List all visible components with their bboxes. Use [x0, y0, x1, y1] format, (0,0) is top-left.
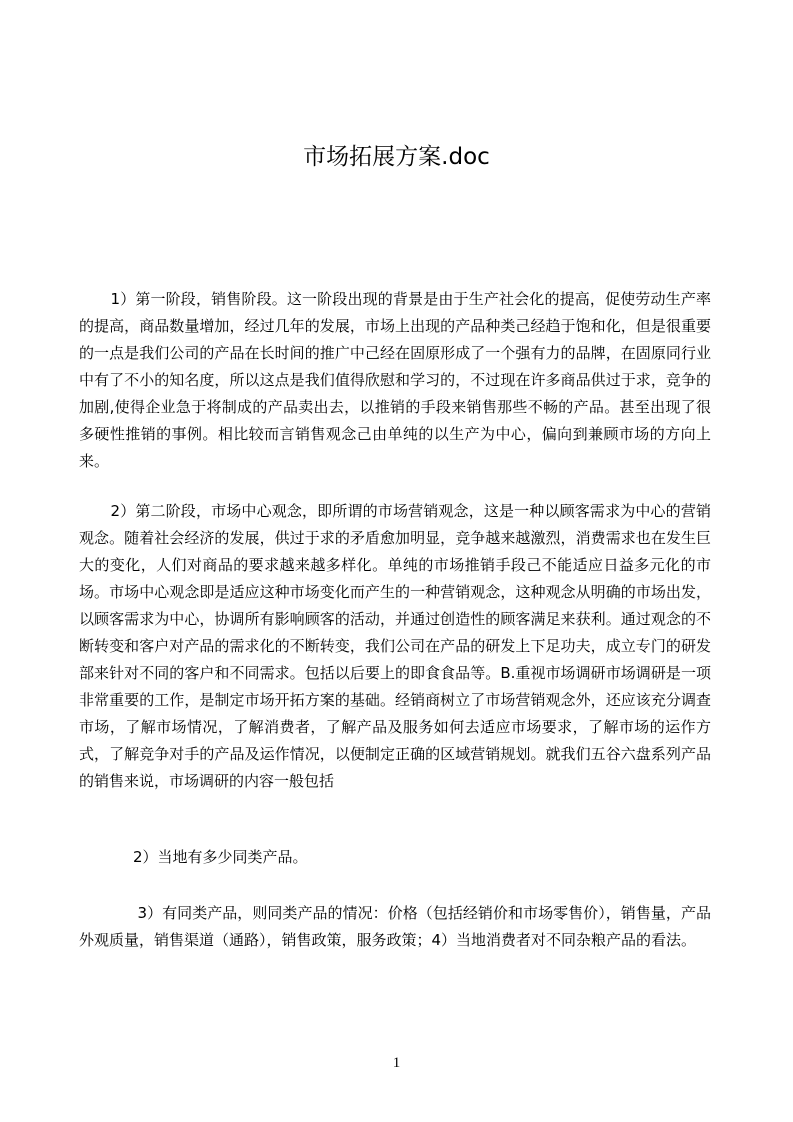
paragraph-similar-products: 2）当地有多少同类产品。 [133, 848, 308, 866]
document-title: 市场拓展方案.doc [303, 144, 490, 170]
paragraph-product-details: 3）有同类产品，则同类产品的情况：价格（包括经销价和市场零售价），销售量，产品外观质量，销售渠道（通路），销售政策，服务政策；4）当地消费者对不同杂粮产品的看法。 [79, 904, 711, 949]
paragraph-stage-two: 2）第二阶段，市场中心观念，即所谓的市场营销观念，这是一种以顾客需求为中心的营销观念。随着社会经济的发展，供过于求的矛盾愈加明显，竞争越来越激烈，消费需求也在发生巨大的变化，人们对商品的要求越来越多样化。单纯的市场推销手段己不能适应日益多元化的市场。市场中心观念即是适应这种市场变化而产生的一种营销观念，这种观念从明确的市场出发，以顾客需求为中心，协调所有影响顾客的活动，并通过创造性的顾客满足来获利。通过观念的不断转变和客户对产品的需求化的不断转变，我们公司在产品的研发上下足功夫，成立专门的研发部来针对不同的客户和不同需求。包括以后要上的即食食品等。B.重视市场调研市场调研是一项非常重要的工作，是制定市场开拓方案的基础。经销商树立了市场营销观念外，还应该充分调查市场，了解市场情况，了解消费者，了解产品及服务如何去适应市场要求，了解市场的运作方式，了解竞争对手的产品及运作情况，以便制定正确的区域营销规划。就我们五谷六盘系列产品的销售来说，市场调研的内容一般包括 [79, 502, 711, 790]
page-number: 1 [392, 1055, 401, 1071]
paragraph-stage-one: 1）第一阶段，销售阶段。这一阶段出现的背景是由于生产社会化的提高，促使劳动生产率的提高，商品数量增加，经过几年的发展，市场上出现的产品种类己经趋于饱和化，但是很重要的一点是我们公司的产品在长时间的推广中己经在固原形成了一个强有力的品牌，在固原同行业中有了不小的知名度，所以这点是我们值得欣慰和学习的，不过现在许多商品供过于求，竞争的加剧,使得企业急于将制成的产品卖出去，以推销的手段来销售那些不畅的产品。甚至出现了很多硬性推销的事例。相比较而言销售观念己由单纯的以生产为中心，偏向到兼顾市场的方向上来。 [79, 290, 711, 470]
